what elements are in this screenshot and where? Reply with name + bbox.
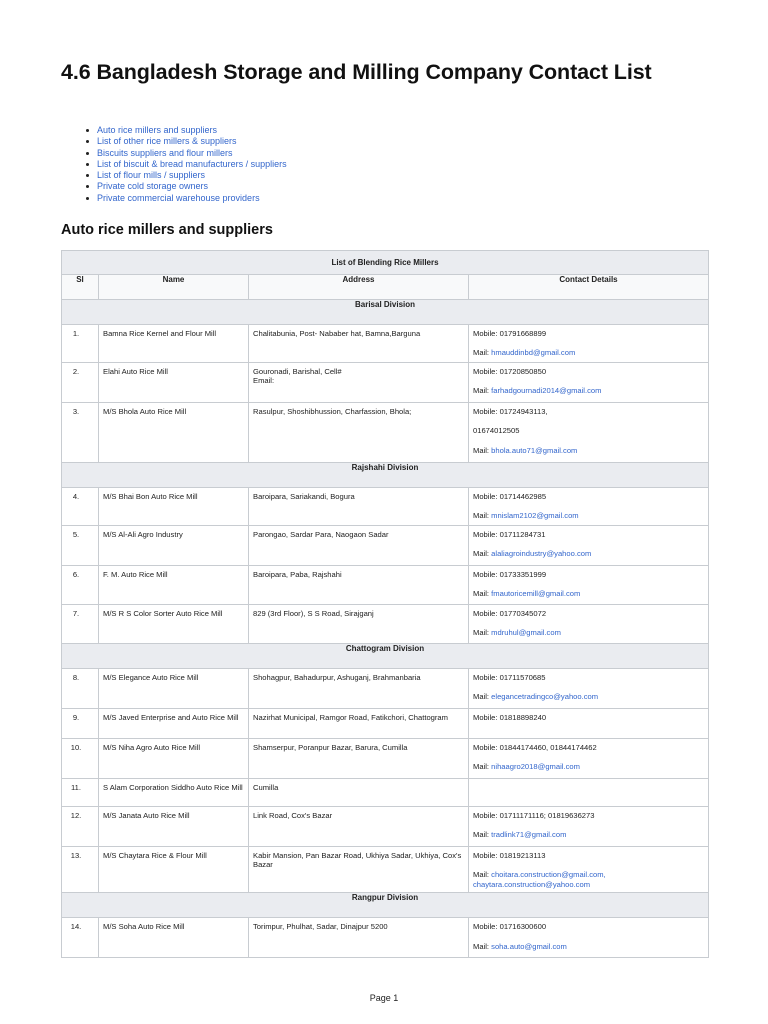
division-name: Barisal Division (62, 300, 709, 325)
miller-address: Kabir Mansion, Pan Bazar Road, Ukhiya Sadar, Ukhiya, Cox's Bazar (253, 851, 462, 870)
spacer (473, 416, 704, 426)
mail-label: Mail: (473, 445, 492, 455)
spacer (473, 618, 704, 628)
miller-address: Gouronadi, Barishal, Cell# Email: (253, 367, 342, 386)
table-row (62, 739, 709, 779)
spacer (473, 682, 704, 692)
mail-line (473, 511, 704, 520)
mail-line (473, 589, 704, 598)
email-link[interactable]: choitara.construction@gmail.com, chaytara.construction@yahoo.com (473, 870, 606, 889)
spacer (473, 338, 704, 348)
table-row (62, 488, 709, 526)
mail-line (473, 762, 704, 771)
page-number: Page 1 (369, 993, 399, 1003)
row-number: 1. (72, 329, 80, 338)
row-number: 3. (72, 407, 80, 416)
email-link[interactable]: bhola.auto71@gmail.com (491, 445, 578, 455)
mobile-number: Mobile: 01791668899 (473, 329, 547, 338)
row-number: 8. (72, 673, 80, 682)
mail-label: Mail: (473, 941, 492, 951)
division-name: Rangpur Division (62, 893, 709, 918)
contact-details (469, 807, 708, 843)
row-number: 6. (72, 570, 80, 579)
mobile-number: Mobile: 01711284731 (473, 530, 546, 539)
miller-name: M/S Janata Auto Rice Mill (103, 811, 190, 820)
mail-label: Mail: (473, 762, 492, 772)
rice-millers-table (61, 250, 709, 958)
toc-link-flour-mills[interactable]: List of flour mills / suppliers (79, 170, 287, 181)
spacer (473, 579, 704, 589)
email-link[interactable]: hmauddinbd@gmail.com (491, 348, 576, 358)
section-heading: Auto rice millers and suppliers (61, 222, 273, 238)
email-link[interactable]: mdruhul@gmail.com (491, 628, 561, 638)
table-row (62, 325, 709, 363)
contact-details (469, 918, 708, 954)
mobile-number-secondary: 01674012505 (473, 426, 520, 436)
contact-details (469, 739, 708, 775)
mail-line (473, 830, 704, 839)
miller-address: Parongao, Sardar Para, Naogaon Sadar (253, 530, 389, 539)
contact-details (469, 403, 708, 458)
division-name: Chattogram Division (62, 644, 709, 669)
miller-name: M/S Elegance Auto Rice Mill (103, 673, 199, 682)
row-number: 13. (70, 851, 82, 860)
email-link[interactable]: nihaagro2018@gmail.com (491, 762, 580, 772)
table-of-contents (79, 125, 287, 204)
toc-link-auto-rice-millers[interactable]: Auto rice millers and suppliers (79, 125, 287, 136)
miller-name: Elahi Auto Rice Mill (103, 367, 168, 376)
mail-line (473, 628, 704, 637)
mail-line (473, 348, 704, 357)
miller-address: Shamserpur, Poranpur Bazar, Barura, Cumilla (253, 743, 408, 752)
spacer (473, 932, 704, 942)
row-number: 14. (70, 922, 82, 932)
row-number: 7. (72, 609, 80, 618)
miller-address: Rasulpur, Shoshibhussion, Charfassion, Bhola; (253, 407, 412, 416)
page-title: 4.6 Bangladesh Storage and Milling Company Contact List (61, 60, 652, 84)
mail-label: Mail: (473, 348, 492, 358)
row-number: 9. (72, 713, 80, 722)
email-link[interactable]: alaliagroindustry@yahoo.com (491, 549, 592, 559)
table-caption: List of Blending Rice Millers (62, 251, 709, 275)
toc-link-warehouse-providers[interactable]: Private commercial warehouse providers (79, 193, 287, 204)
column-header-name: Name (99, 275, 249, 300)
table-row (62, 709, 709, 739)
mail-line (473, 692, 704, 701)
table-row (62, 847, 709, 893)
mail-label: Mail: (473, 589, 492, 599)
miller-name: M/S Al-Ali Agro Industry (103, 530, 183, 539)
table-row (62, 526, 709, 566)
column-header-contact: Contact Details (469, 275, 709, 300)
table-row (62, 807, 709, 847)
table-row (62, 403, 709, 463)
mail-label: Mail: (473, 511, 492, 521)
row-number: 5. (72, 530, 80, 539)
contact-details (469, 566, 708, 602)
contact-details (469, 779, 708, 786)
mail-line (473, 386, 704, 395)
email-link[interactable]: soha.auto@gmail.com (491, 941, 567, 951)
miller-address: Baroipara, Sariakandi, Bogura (253, 492, 355, 501)
spacer (473, 820, 704, 830)
mail-line (473, 870, 704, 889)
mail-label: Mail: (473, 870, 492, 880)
division-row (62, 893, 709, 918)
mobile-number: Mobile: 01819213113 (473, 851, 546, 860)
email-link[interactable]: farhadgournadi2014@gmail.com (491, 386, 602, 396)
spacer (473, 860, 704, 870)
table-row (62, 779, 709, 807)
table-row (62, 566, 709, 605)
mobile-number: Mobile: 01716300600 (473, 922, 547, 932)
email-link[interactable]: elegancetradingco@yahoo.com (491, 692, 599, 702)
spacer (473, 539, 704, 549)
spacer (473, 501, 704, 511)
contact-details (469, 605, 708, 641)
division-row (62, 644, 709, 669)
mail-label: Mail: (473, 692, 492, 702)
miller-address: Baroipara, Paba, Rajshahi (253, 570, 342, 579)
mail-label: Mail: (473, 830, 492, 840)
contact-details (469, 363, 708, 399)
contact-details (469, 847, 708, 892)
mobile-number: Mobile: 01711570685 (473, 673, 546, 682)
row-number: 11. (71, 783, 81, 792)
row-number: 12. (70, 811, 82, 820)
miller-address: Nazirhat Municipal, Ramgor Road, Fatikchori, Chattogram (253, 713, 448, 722)
mail-label: Mail: (473, 386, 492, 396)
miller-address: Torimpur, Phulhat, Sadar, Dinajpur 5200 (253, 922, 388, 932)
mobile-number: Mobile: 01844174460, 01844174462 (473, 743, 597, 752)
spacer (473, 752, 704, 762)
mobile-number: Mobile: 01770345072 (473, 609, 547, 618)
table-row (62, 363, 709, 403)
miller-name: Bamna Rice Kernel and Flour Mill (103, 329, 217, 338)
contact-details (469, 526, 708, 562)
mobile-number: Mobile: 01720850850 (473, 367, 547, 376)
miller-address: Link Road, Cox's Bazar (253, 811, 333, 820)
contact-details (469, 669, 708, 705)
division-name: Rajshahi Division (62, 463, 709, 488)
miller-name: M/S Javed Enterprise and Auto Rice Mill (103, 713, 239, 722)
toc-link-biscuits-flour-millers[interactable]: Biscuits suppliers and flour millers (79, 148, 287, 159)
mail-line (473, 549, 704, 558)
miller-name: S Alam Corporation Siddho Auto Rice Mill (103, 783, 243, 792)
mail-line (473, 942, 704, 951)
table-row (62, 605, 709, 644)
mobile-number: Mobile: 01724943113, (473, 407, 548, 416)
mobile-number: Mobile: 01818898240 (473, 713, 547, 722)
mobile-number: Mobile: 01733351999 (473, 570, 547, 579)
mobile-number: Mobile: 01714462985 (473, 492, 547, 501)
contact-details (469, 325, 708, 361)
division-row (62, 463, 709, 488)
miller-name: M/S Bhola Auto Rice Mill (103, 407, 187, 416)
division-row (62, 300, 709, 325)
miller-name: F. M. Auto Rice Mill (103, 570, 168, 579)
miller-name: M/S Bhai Bon Auto Rice Mill (103, 492, 198, 501)
spacer (473, 436, 704, 446)
miller-address: Shohagpur, Bahadurpur, Ashuganj, Brahmanbaria (253, 673, 421, 682)
email-link[interactable]: tradlink71@gmail.com (491, 830, 567, 840)
column-header-address: Address (249, 275, 469, 300)
table-body (62, 300, 709, 958)
miller-address: Chalitabunia, Post- Nababer hat, Bamna,Barguna (253, 329, 421, 338)
contact-details (469, 709, 708, 725)
toc-link-cold-storage-owners[interactable]: Private cold storage owners (79, 181, 287, 192)
spacer (473, 376, 704, 386)
email-link[interactable]: mnislam2102@gmail.com (491, 511, 579, 521)
toc-link-biscuit-bread-manufacturers[interactable]: List of biscuit & bread manufacturers / suppliers (79, 159, 287, 170)
mail-line (473, 446, 704, 455)
miller-name: M/S Chaytara Rice & Flour Mill (103, 851, 207, 860)
miller-address: 829 (3rd Floor), S S Road, Sirajganj (253, 609, 374, 618)
table-row (62, 918, 709, 958)
mail-label: Mail: (473, 628, 492, 638)
row-number: 10. (70, 743, 82, 752)
email-link[interactable]: fmautoricemill@gmail.com (491, 589, 581, 599)
column-header-sl: Sl (62, 275, 99, 300)
miller-name: M/S Niha Agro Auto Rice Mill (103, 743, 201, 752)
miller-address: Cumilla (253, 783, 279, 792)
mobile-number: Mobile: 01711171116; 01819636273 (473, 811, 595, 820)
miller-name: M/S R S Color Sorter Auto Rice Mill (103, 609, 223, 618)
row-number: 2. (72, 367, 80, 376)
mail-label: Mail: (473, 549, 492, 559)
row-number: 4. (72, 492, 80, 501)
miller-name: M/S Soha Auto Rice Mill (103, 922, 185, 932)
toc-link-other-rice-millers[interactable]: List of other rice millers & suppliers (79, 136, 287, 147)
contact-details (469, 488, 708, 524)
table-row (62, 669, 709, 709)
